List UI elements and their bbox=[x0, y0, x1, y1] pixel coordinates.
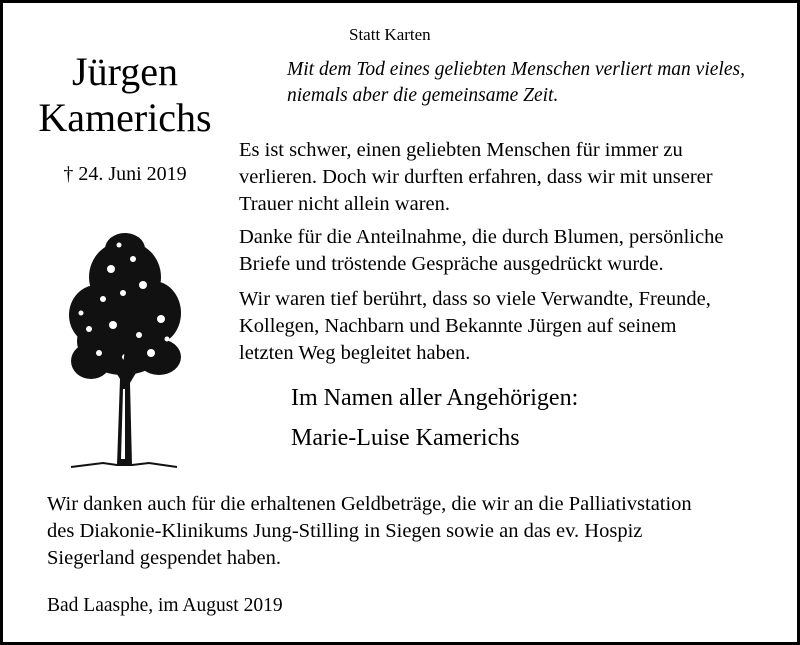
signature-name: Marie-Luise Kamerichs bbox=[291, 425, 520, 451]
text-line: des Diakonie-Klinikums Jung-Stilling in Siegen sowie an das ev. Hospiz bbox=[47, 520, 643, 542]
signature-intro: Im Namen aller Angehörigen: bbox=[291, 385, 579, 411]
tree-icon bbox=[63, 229, 185, 471]
text-line: Kollegen, Nachbarn und Bekannte Jürgen auf seinem bbox=[239, 315, 677, 337]
text-line: verlieren. Doch wir durften erfahren, dass wir mit unserer bbox=[239, 166, 713, 188]
text-line: Wir danken auch für die erhaltenen Geldbeträge, die wir an die Palliativstation bbox=[47, 493, 692, 515]
first-name: Jürgen bbox=[72, 49, 178, 94]
motto-line: niemals aber die gemeinsame Zeit. bbox=[287, 85, 559, 106]
motto-line: Mit dem Tod eines geliebten Menschen verliert man vieles, bbox=[287, 59, 745, 80]
paragraph-thanks bbox=[239, 224, 723, 278]
death-date: † 24. Juni 2019 bbox=[63, 163, 187, 185]
text-line: Danke für die Anteilnahme, die durch Blumen, persönliche bbox=[239, 226, 724, 248]
donation-note bbox=[47, 491, 692, 572]
text-line: Siegerland gespendet haben. bbox=[47, 547, 281, 569]
paragraph-touched bbox=[239, 286, 711, 367]
text-line: Trauer nicht allein waren. bbox=[239, 193, 451, 215]
deceased-name bbox=[25, 49, 225, 141]
place-date: Bad Laasphe, im August 2019 bbox=[47, 595, 283, 616]
text-line: Briefe und tröstende Gespräche ausgedrückt wurde. bbox=[239, 253, 664, 275]
header-statt-karten: Statt Karten bbox=[349, 25, 431, 44]
last-name: Kamerichs bbox=[38, 95, 212, 140]
text-line: Wir waren tief berührt, dass so viele Verwandte, Freunde, bbox=[239, 288, 711, 310]
text-line: letzten Weg begleitet haben. bbox=[239, 342, 471, 364]
paragraph-loss bbox=[239, 137, 713, 218]
text-line: Es ist schwer, einen geliebten Menschen für immer zu bbox=[239, 139, 683, 161]
motto-quote bbox=[287, 57, 745, 109]
